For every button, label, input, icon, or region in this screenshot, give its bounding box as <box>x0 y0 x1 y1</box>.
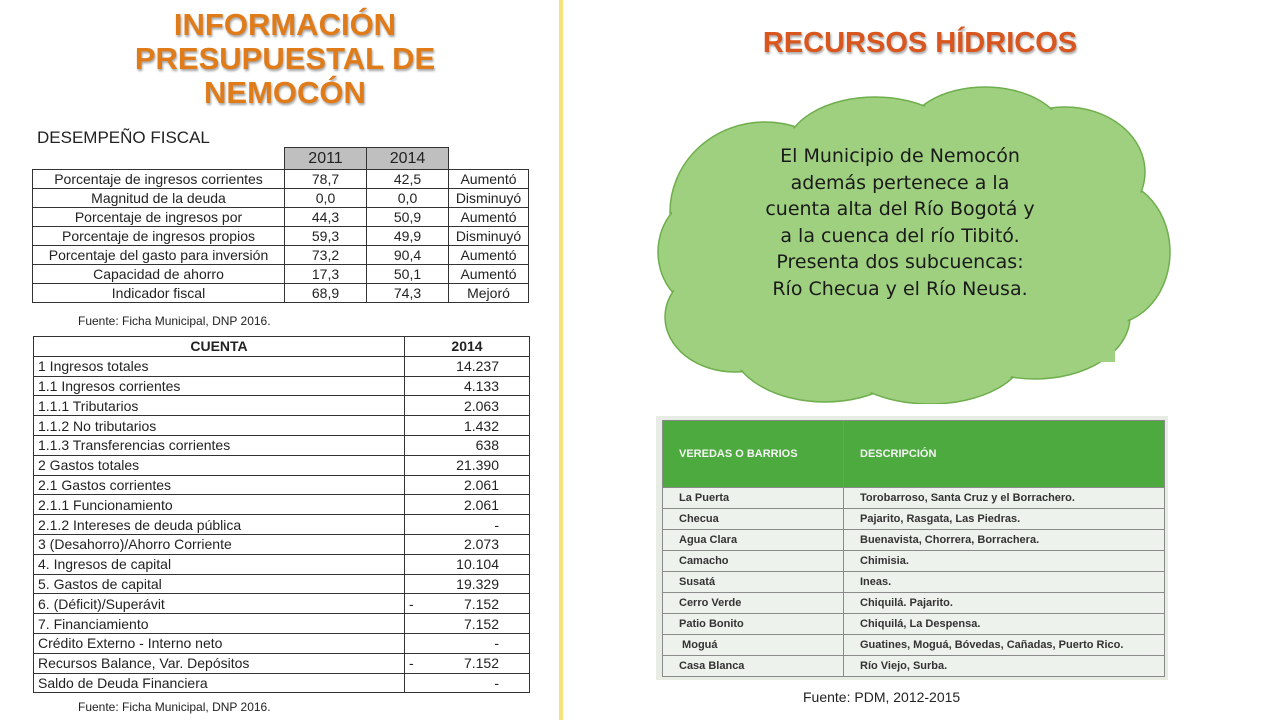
value-text: 7.152 <box>463 595 499 612</box>
value-2011: 0,0 <box>285 189 367 208</box>
cloud-line: El Municipio de Nemocón <box>780 145 1020 167</box>
account-value <box>405 574 530 594</box>
vereda-name: Checua <box>663 509 844 530</box>
account-value <box>405 356 530 376</box>
column-header: DESCRIPCIÓN <box>844 421 1165 488</box>
table-row <box>663 656 1165 677</box>
account-value <box>405 435 530 455</box>
column-header: 2014 <box>405 337 530 357</box>
value-text: 2.061 <box>463 476 499 493</box>
account-label: 2.1.2 Intereses de deuda pública <box>34 515 405 535</box>
row-label: Capacidad de ahorro <box>33 265 285 284</box>
table-row <box>663 614 1165 635</box>
cloud-line: Presenta dos subcuencas: <box>776 251 1024 273</box>
cloud-text <box>735 143 1065 302</box>
vereda-description: Buenavista, Chorrera, Borrachera. <box>844 530 1165 551</box>
account-label: 5. Gastos de capital <box>34 574 405 594</box>
value-text: 10.104 <box>456 556 499 573</box>
result-cell: Disminuyó <box>449 227 529 246</box>
cloud-line: además pertenece a la <box>790 171 1010 194</box>
account-label: 6. (Déficit)/Superávit <box>34 594 405 614</box>
account-label: 1.1.1 Tributarios <box>34 396 405 416</box>
title-line: INFORMACIÓN <box>173 7 397 42</box>
value-2014: 42,5 <box>367 170 449 189</box>
row-label: Porcentaje de ingresos por <box>33 208 285 227</box>
negative-sign: - <box>409 595 414 612</box>
account-value <box>405 554 530 574</box>
table-row <box>34 554 530 574</box>
account-value <box>405 455 530 475</box>
account-label: 1.1 Ingresos corrientes <box>34 376 405 396</box>
table-row <box>34 653 530 673</box>
value-text: 7.152 <box>463 655 499 672</box>
value-2014: 0,0 <box>367 189 449 208</box>
title-line: NEMOCÓN <box>204 75 366 110</box>
vereda-description: Guatines, Moguá, Bóvedas, Cañadas, Puerto Rico. <box>844 635 1165 656</box>
vereda-name: Casa Blanca <box>663 656 844 677</box>
cloud-line: cuenta alta del Río Bogotá y <box>765 198 1035 220</box>
table-row <box>663 635 1165 656</box>
account-value <box>405 594 530 614</box>
fiscal-performance-table <box>32 147 529 303</box>
value-text: 2.073 <box>463 536 499 553</box>
table-header-row <box>663 421 1165 488</box>
vereda-description: Pajarito, Rasgata, Las Piedras. <box>844 509 1165 530</box>
account-value <box>405 653 530 673</box>
vereda-name: Patio Bonito <box>663 614 844 635</box>
account-label: 1 Ingresos totales <box>34 356 405 376</box>
value-text: 2.063 <box>463 397 499 414</box>
vereda-description: Ineas. <box>844 572 1165 593</box>
account-value <box>405 416 530 436</box>
table-row <box>34 614 530 634</box>
cloud-line: a la cuenca del río Tibitó. <box>780 224 1020 247</box>
value-2011: 59,3 <box>285 227 367 246</box>
row-label: Porcentaje de ingresos corrientes <box>33 170 285 189</box>
account-label: Recursos Balance, Var. Depósitos <box>34 653 405 673</box>
value-text: 21.390 <box>456 457 499 474</box>
column-header: 2014 <box>367 148 449 170</box>
account-label: 2.1 Gastos corrientes <box>34 475 405 495</box>
value-2014: 90,4 <box>367 246 449 265</box>
value-2014: 50,9 <box>367 208 449 227</box>
account-label: 1.1.3 Transferencias corrientes <box>34 435 405 455</box>
page-title-right: RECURSOS HÍDRICOS <box>762 27 1078 59</box>
account-label: 2.1.1 Funcionamiento <box>34 495 405 515</box>
value-text: 7.152 <box>463 615 499 632</box>
blank-cell <box>449 148 529 170</box>
account-label: 7. Financiamiento <box>34 614 405 634</box>
row-label: Magnitud de la deuda <box>33 189 285 208</box>
table-row <box>33 208 529 227</box>
account-value <box>405 475 530 495</box>
vereda-description: Chiquilá, La Despensa. <box>844 614 1165 635</box>
vereda-name: Cerro Verde <box>663 593 844 614</box>
account-value <box>405 376 530 396</box>
value-text: 2.061 <box>463 496 499 513</box>
table-row <box>34 376 530 396</box>
column-divider <box>559 0 563 720</box>
table-row <box>663 509 1165 530</box>
row-label: Indicador fiscal <box>33 284 285 303</box>
table-row <box>34 475 530 495</box>
table-row <box>34 435 530 455</box>
vereda-name: Moguá <box>663 635 844 656</box>
value-text: 14.237 <box>456 358 499 375</box>
account-label: 3 (Desahorro)/Ahorro Corriente <box>34 534 405 554</box>
table-row <box>33 246 529 265</box>
result-cell: Disminuyó <box>449 189 529 208</box>
title-line: PRESUPUESTAL DE <box>134 41 436 76</box>
value-text: 1.432 <box>463 417 499 434</box>
result-cell: Aumentó <box>449 208 529 227</box>
source-note: Fuente: Ficha Municipal, DNP 2016. <box>78 700 271 714</box>
value-text: 638 <box>475 437 499 454</box>
value-2011: 17,3 <box>285 265 367 284</box>
column-header: CUENTA <box>34 337 405 357</box>
table-row <box>663 572 1165 593</box>
value-text: 4.133 <box>463 377 499 394</box>
table-row <box>33 265 529 284</box>
vereda-description: Torobarroso, Santa Cruz y el Borrachero. <box>844 488 1165 509</box>
vereda-description: Chiquilá. Pajarito. <box>844 593 1165 614</box>
table-row <box>34 534 530 554</box>
account-value <box>405 614 530 634</box>
table-row <box>33 227 529 246</box>
source-note: Fuente: Ficha Municipal, DNP 2016. <box>78 314 271 328</box>
table-row <box>34 356 530 376</box>
value-2011: 44,3 <box>285 208 367 227</box>
table-row <box>34 673 530 693</box>
table-row <box>33 189 529 208</box>
account-label: Saldo de Deuda Financiera <box>34 673 405 693</box>
account-value <box>405 633 530 653</box>
table-row <box>663 593 1165 614</box>
table-row <box>34 515 530 535</box>
result-cell: Aumentó <box>449 265 529 284</box>
blank-cell <box>33 148 285 170</box>
table-row <box>34 594 530 614</box>
negative-sign: - <box>409 655 414 672</box>
table-row <box>663 530 1165 551</box>
value-text: - <box>494 635 499 652</box>
result-cell: Aumentó <box>449 170 529 189</box>
vereda-description: Chimisia. <box>844 551 1165 572</box>
cloud-line: Río Checua y el Río Neusa. <box>772 277 1028 300</box>
value-text: - <box>494 674 499 691</box>
column-header: VEREDAS O BARRIOS <box>663 421 844 488</box>
value-text: 19.329 <box>456 575 499 592</box>
value-2011: 78,7 <box>285 170 367 189</box>
table-row <box>34 633 530 653</box>
veredas-table-frame <box>656 416 1168 680</box>
account-value <box>405 495 530 515</box>
table-row <box>33 284 529 303</box>
account-label: 4. Ingresos de capital <box>34 554 405 574</box>
table-row <box>34 574 530 594</box>
vereda-name: Camacho <box>663 551 844 572</box>
source-note: Fuente: PDM, 2012-2015 <box>803 689 961 705</box>
result-cell: Aumentó <box>449 246 529 265</box>
vereda-name: Agua Clara <box>663 530 844 551</box>
account-value <box>405 396 530 416</box>
table-row <box>34 396 530 416</box>
table-row <box>34 455 530 475</box>
account-value <box>405 673 530 693</box>
veredas-table <box>662 420 1165 677</box>
value-text: - <box>494 516 499 533</box>
table-row <box>34 495 530 515</box>
table-row <box>34 416 530 436</box>
vereda-name: La Puerta <box>663 488 844 509</box>
vereda-description: Río Viejo, Surba. <box>844 656 1165 677</box>
table-row <box>663 551 1165 572</box>
account-label: Crédito Externo - Interno neto <box>34 633 405 653</box>
table-row <box>33 170 529 189</box>
account-label: 2 Gastos totales <box>34 455 405 475</box>
result-cell: Mejoró <box>449 284 529 303</box>
table-row <box>663 488 1165 509</box>
value-2011: 68,9 <box>285 284 367 303</box>
fiscal-subheading: DESEMPEÑO FISCAL <box>37 128 210 147</box>
value-2014: 49,9 <box>367 227 449 246</box>
column-header: 2011 <box>285 148 367 170</box>
value-2014: 50,1 <box>367 265 449 284</box>
value-2011: 73,2 <box>285 246 367 265</box>
row-label: Porcentaje del gasto para inversión <box>33 246 285 265</box>
vereda-name: Susatá <box>663 572 844 593</box>
account-value <box>405 515 530 535</box>
table-header-row <box>33 148 529 170</box>
account-value <box>405 534 530 554</box>
page-title-left <box>40 8 530 110</box>
account-label: 1.1.2 No tributarios <box>34 416 405 436</box>
cuenta-table <box>33 336 530 693</box>
row-label: Porcentaje de ingresos propios <box>33 227 285 246</box>
table-header-row <box>34 337 530 357</box>
value-2014: 74,3 <box>367 284 449 303</box>
